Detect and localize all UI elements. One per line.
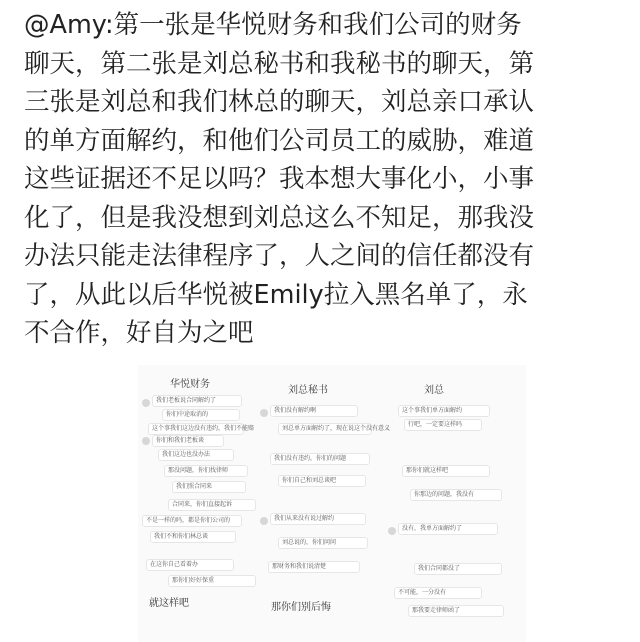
screenshot-title-finance: 华悦财务 — [170, 379, 210, 390]
chat-bubble: 就这样吧 — [149, 598, 189, 609]
chat-bubble: 这个事我们这边没有违约，我们不能赔 — [148, 423, 244, 435]
chat-bubble: 行吧，一定要这样吗 — [404, 419, 482, 431]
chat-bubble: 那你们就这样吧 — [402, 465, 490, 477]
chat-bubble: 我们不和你们林总谈 — [150, 531, 236, 543]
post-text-line: 聊天，第二张是刘总秘书和我秘书的聊天，第 — [24, 48, 535, 79]
chat-bubble: 我们从来没有说过解约 — [270, 513, 366, 525]
avatar — [388, 527, 396, 535]
chat-bubble: 刘总单方面解约了，现在说这个没有意义 — [278, 423, 372, 435]
post-text-line: 了，从此以后华悦被Emily拉入黑名单了，永 — [24, 279, 528, 310]
chat-bubble: 没有，我单方面解约了 — [398, 523, 498, 535]
chat-bubble: 在这你自己看着办 — [146, 559, 234, 571]
post-text-line: 办法只能走法律程序了，人之间的信任都没有 — [24, 241, 535, 271]
post-text-line: @Amy:第一张是华悦财务和我们公司的财务 — [24, 10, 522, 40]
chat-bubble: 不是一样的吗，都是你们公司的 — [142, 515, 242, 527]
chat-bubble: 我们这边也没办法 — [158, 449, 234, 461]
avatar — [260, 517, 268, 525]
chat-screenshots-image[interactable] — [138, 365, 526, 642]
chat-bubble: 我们没有违约，你们的问题 — [270, 453, 370, 465]
chat-bubble: 那你们好好保重 — [168, 575, 256, 587]
chat-bubble: 你们和我们老板谈 — [152, 435, 224, 447]
avatar — [142, 399, 150, 407]
screenshot-title-secretary: 刘总秘书 — [288, 385, 328, 396]
chat-bubble: 这个事我们单方面解约 — [398, 405, 490, 417]
avatar — [260, 409, 268, 417]
post-text — [24, 6, 624, 353]
post-text-line: 三张是刘总和我们林总的聊天，刘总亲口承认 — [24, 87, 535, 117]
chat-bubble: 合同来，你们直接起诉 — [168, 499, 256, 511]
chat-bubble: 我们照合同来 — [172, 481, 246, 493]
chat-bubble: 那没问题，你们找律师 — [164, 465, 248, 477]
chat-bubble: 那你们别后悔 — [271, 602, 331, 613]
chat-bubble: 你们自己和刘总谈吧 — [278, 475, 366, 487]
chat-bubble: 我们没有解约啊 — [270, 405, 358, 417]
chat-bubble: 那我要走律师函了 — [408, 605, 504, 617]
post-text-line: 不合作，好自为之吧 — [24, 318, 254, 348]
avatar — [142, 437, 150, 445]
post-text-line: 化了，但是我没想到刘总这么不知足，那我没 — [24, 202, 535, 233]
chat-bubble: 我们老板说合同解约了 — [152, 395, 242, 407]
screenshot-title-liu: 刘总 — [424, 385, 444, 396]
chat-bubble: 我们合同都没了 — [414, 563, 502, 575]
post-text-line: 这些证据还不足以吗？我本想大事化小，小事 — [24, 164, 535, 194]
chat-bubble: 你们中途取消的 — [162, 409, 240, 421]
chat-bubble: 不可能，一分没有 — [394, 587, 482, 599]
chat-bubble: 那财务和我们说清楚 — [268, 561, 360, 573]
chat-bubble: 你那边的问题，我没有 — [410, 489, 502, 501]
chat-bubble: 刘总说的，你们问问 — [278, 537, 368, 549]
post-text-line: 的单方面解约，和他们公司员工的威胁，难道 — [24, 125, 535, 156]
